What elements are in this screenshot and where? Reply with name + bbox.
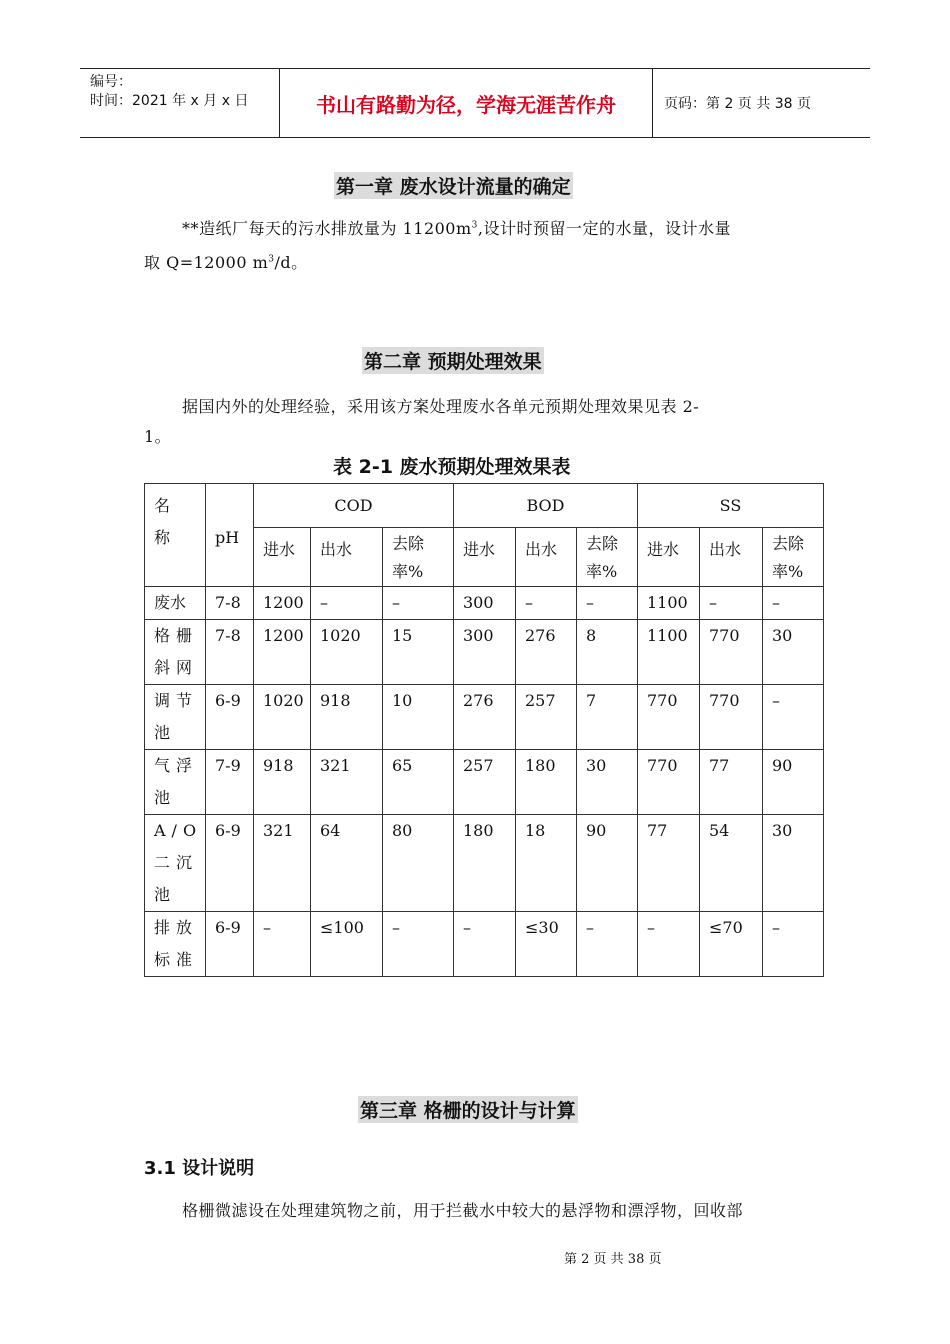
header-bod: BOD	[454, 484, 638, 528]
table-cell: –	[700, 587, 763, 620]
row-ph: 7-8	[206, 587, 254, 620]
table-cell: 15	[383, 620, 454, 685]
header-name: 名称	[145, 484, 206, 587]
table-cell: –	[638, 912, 700, 977]
sub-header: 出水	[700, 528, 763, 587]
row-ph: 6-9	[206, 685, 254, 750]
row-name: A/O 二沉池	[145, 815, 206, 912]
table-cell: 1100	[638, 620, 700, 685]
table-row	[145, 620, 824, 685]
table-cell: –	[383, 912, 454, 977]
table-cell: –	[383, 587, 454, 620]
sub-header: 进水	[638, 528, 700, 587]
table-cell: 180	[454, 815, 516, 912]
table-cell: –	[763, 685, 824, 750]
section-3-1-title: 3.1 设计说明	[144, 1158, 255, 1179]
table-cell: 18	[516, 815, 577, 912]
table-cell: 1100	[638, 587, 700, 620]
chapter-1-text-b: ,设计时预留一定的水量，设计水量	[477, 219, 731, 238]
row-name: 废水	[145, 587, 206, 620]
page-footer: 第 2 页 共 38 页	[564, 1252, 662, 1267]
header-ph: pH	[206, 484, 254, 587]
table-cell: 80	[383, 815, 454, 912]
table-cell: 300	[454, 587, 516, 620]
chapter-1-text-c: 取 Q=12000 m	[144, 253, 269, 272]
header-meta	[80, 69, 280, 137]
sub-header: 出水	[311, 528, 383, 587]
table-row	[145, 815, 824, 912]
table-cell: 30	[763, 815, 824, 912]
table-cell: 64	[311, 815, 383, 912]
row-ph: 7-9	[206, 750, 254, 815]
header-ss: SS	[638, 484, 824, 528]
row-name: 调节池	[145, 685, 206, 750]
table-cell: 918	[254, 750, 311, 815]
table-cell: 770	[700, 620, 763, 685]
chapter-1-para-line-2	[144, 246, 308, 280]
table-cell: ≤70	[700, 912, 763, 977]
chapter-3-para-line-1: 格栅微滤设在处理建筑物之前，用于拦截水中较大的悬浮物和漂浮物，回收部	[182, 1201, 744, 1220]
chapter-1-text-d: /d。	[274, 253, 308, 272]
table-cell: –	[516, 587, 577, 620]
table-cell: 770	[700, 685, 763, 750]
table-cell: 90	[577, 815, 638, 912]
chapter-3-title: 第三章 格栅的设计与计算	[358, 1096, 578, 1123]
table-row	[145, 912, 824, 977]
table-cell: –	[763, 587, 824, 620]
table-cell: –	[454, 912, 516, 977]
table-cell: –	[577, 587, 638, 620]
table-cell: 918	[311, 685, 383, 750]
table-cell: –	[311, 587, 383, 620]
row-name: 格栅斜网	[145, 620, 206, 685]
table-cell: 276	[454, 685, 516, 750]
table-cell: ≤100	[311, 912, 383, 977]
table-cell: 7	[577, 685, 638, 750]
chapter-1-text-a: **造纸厂每天的污水排放量为 11200m	[182, 219, 472, 238]
table-cell: 90	[763, 750, 824, 815]
sub-header: 去除率%	[763, 528, 824, 587]
table-cell: 30	[763, 620, 824, 685]
superscript: 3	[268, 254, 275, 265]
row-ph: 6-9	[206, 815, 254, 912]
table-row	[145, 750, 824, 815]
sub-header: 去除率%	[383, 528, 454, 587]
table-cell: 300	[454, 620, 516, 685]
sub-header: 进水	[454, 528, 516, 587]
sub-header: 出水	[516, 528, 577, 587]
superscript: 3	[471, 220, 478, 231]
table-cell: 30	[577, 750, 638, 815]
table-cell: 77	[700, 750, 763, 815]
row-ph: 6-9	[206, 912, 254, 977]
time-label: 时间：2021 年 x 月 x 日	[90, 93, 249, 109]
row-name: 气浮池	[145, 750, 206, 815]
row-ph: 7-8	[206, 620, 254, 685]
chapter-2-para-line-2: 1。	[144, 427, 172, 446]
table-cell: 321	[254, 815, 311, 912]
table-cell: 1020	[254, 685, 311, 750]
page-header	[80, 68, 870, 138]
code-label: 编号：	[90, 74, 132, 90]
table-cell: 10	[383, 685, 454, 750]
table-row	[145, 685, 824, 750]
table-cell: 257	[454, 750, 516, 815]
table-cell: 65	[383, 750, 454, 815]
table-cell: –	[763, 912, 824, 977]
chapter-2-title: 第二章 预期处理效果	[362, 347, 544, 374]
table-cell: 770	[638, 685, 700, 750]
table-cell: –	[577, 912, 638, 977]
table-cell: 8	[577, 620, 638, 685]
header-cod: COD	[254, 484, 454, 528]
table-cell: 1020	[311, 620, 383, 685]
table-cell: 180	[516, 750, 577, 815]
table-cell: ≤30	[516, 912, 577, 977]
header-motto: 书山有路勤为径，学海无涯苦作舟	[280, 69, 653, 137]
chapter-1-title: 第一章 废水设计流量的确定	[334, 172, 573, 199]
table-cell: 1200	[254, 587, 311, 620]
sub-header: 去除率%	[577, 528, 638, 587]
table-cell: 770	[638, 750, 700, 815]
table-cell: 77	[638, 815, 700, 912]
chapter-2-para-line-1: 据国内外的处理经验，采用该方案处理废水各单元预期处理效果见表 2-	[182, 397, 700, 416]
chapter-1-para-line-1	[182, 212, 731, 246]
row-name: 排放标准	[145, 912, 206, 977]
table-cell: 276	[516, 620, 577, 685]
table-cell: 257	[516, 685, 577, 750]
sub-header: 进水	[254, 528, 311, 587]
table-cell: 54	[700, 815, 763, 912]
table-cell: –	[254, 912, 311, 977]
header-page-info: 页码：第 2 页 共 38 页	[664, 96, 811, 112]
table-title: 表 2-1 废水预期处理效果表	[333, 456, 571, 478]
treatment-effect-table	[144, 483, 824, 977]
table-cell: 1200	[254, 620, 311, 685]
table-row	[145, 587, 824, 620]
table-cell: 321	[311, 750, 383, 815]
